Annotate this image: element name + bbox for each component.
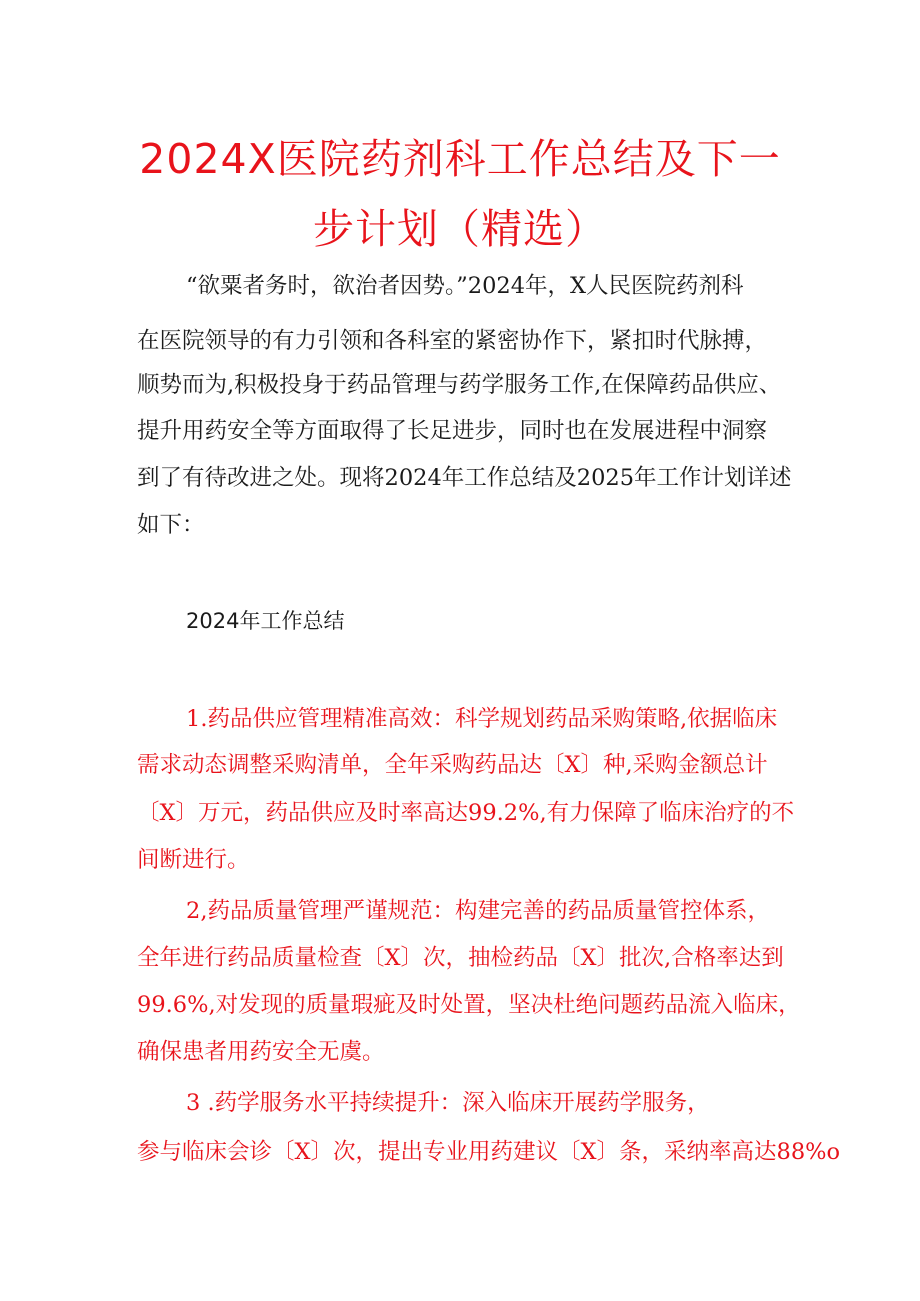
item-3-line: 3 .药学服务水平持续提升：深入临床开展药学服务，	[186, 1090, 710, 1116]
intro-line: 顺势而为,积极投身于药品管理与药学服务工作,在保障药品供应、	[137, 372, 782, 398]
intro-line: 如下：	[137, 512, 205, 538]
document-title-line-2: 步计划（精选）	[313, 205, 607, 253]
item-1-line: 〔X〕万元，药品供应及时率高达99.2%,有力保障了临床治疗的不	[137, 800, 795, 826]
intro-line: 在医院领导的有力引领和各科室的紧密协作下，紧扣时代脉搏，	[137, 328, 768, 354]
item-1-line: 间断进行。	[137, 847, 250, 873]
item-1-line: 需求动态调整采购清单，全年采购药品达〔X〕种,采购金额总计	[137, 752, 768, 778]
item-2-line: 99.6%,对发现的质量瑕疵及时处置，坚决杜绝问题药品流入临床，	[137, 992, 801, 1018]
item-2-line: 确保患者用药安全无虞。	[137, 1039, 385, 1065]
intro-line: 提升用药安全等方面取得了长足进步，同时也在发展进程中洞察	[137, 418, 768, 444]
section-heading: 2024年工作总结	[186, 609, 345, 633]
intro-line: 到了有待改进之处。现将2024年工作总结及2025年工作计划详述	[137, 465, 792, 491]
item-3-line: 参与临床会诊〔X〕次，提出专业用药建议〔X〕条，采纳率高达88%o	[137, 1139, 841, 1165]
intro-line: “欲粟者务时，欲治者因势。”2024年，X人民医院药剂科	[186, 273, 744, 299]
item-2-line: 全年进行药品质量检查〔X〕次，抽检药品〔X〕批次,合格率达到	[137, 945, 784, 971]
document-title-line-1: 2024X医院药剂科工作总结及下一	[139, 135, 781, 183]
item-2-line: 2,药品质量管理严谨规范：构建完善的药品质量管控体系，	[186, 898, 770, 924]
item-1-line: 1.药品供应管理精准高效：科学规划药品采购策略,依据临床	[186, 706, 778, 732]
